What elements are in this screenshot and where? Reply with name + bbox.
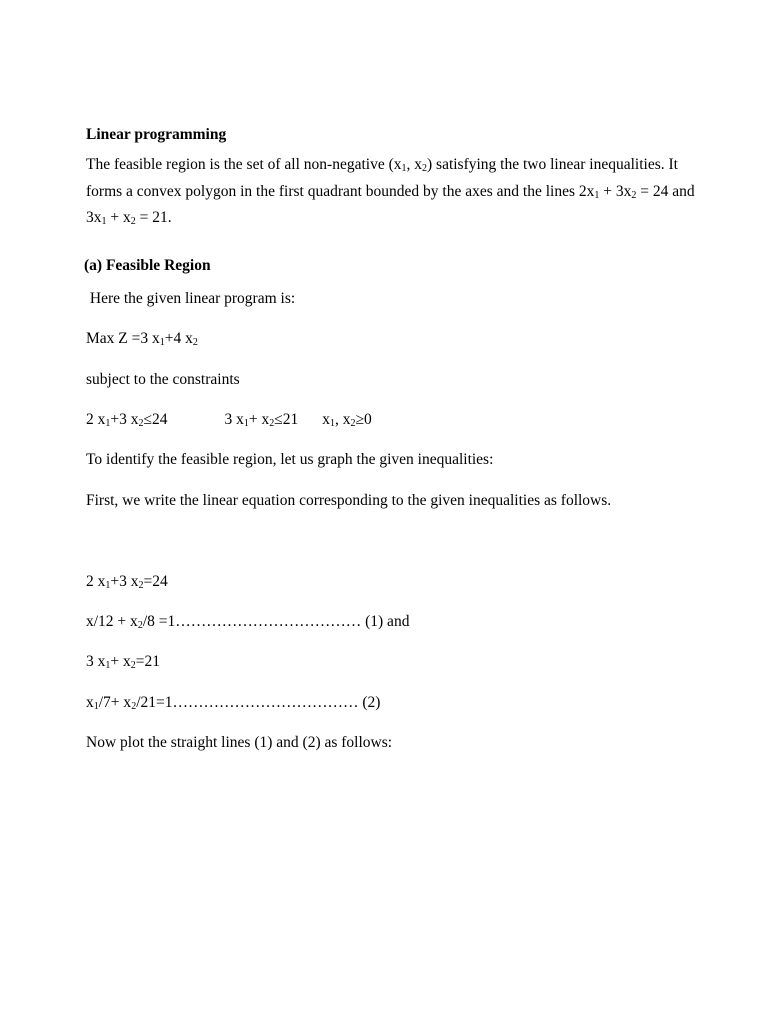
text-run: =24 [143,573,168,590]
subject-text: subject to the constraints [86,371,240,388]
constraint-3 [322,411,372,428]
subscript: 1 [243,418,249,429]
document-title: Linear programming [86,126,227,143]
text-run: 2 x [86,573,106,590]
identify-text: To identify the feasible region, let us graph the given inequalities: [86,451,494,468]
given-text: Here the given linear program is: [86,290,296,307]
constraint-1 [86,411,168,428]
text-run: +4 x [164,330,193,347]
text-run: x [86,694,94,711]
subscript: 1 [159,337,165,348]
text-run: x [322,411,331,428]
objective-function [86,330,198,348]
subscript: 2 [130,216,136,227]
text-run: + x [248,411,270,428]
equation-2-intercept-form [86,694,380,712]
text-run: /7+ x [98,694,132,711]
subscript: 1 [105,580,111,591]
intro-line-2 [86,183,695,201]
text-run: ) satisfying the two linear inequalities. It [427,156,678,173]
text-run: 3 x [86,653,106,670]
text-run: , x [406,156,422,173]
text-run: /8 =1……………………………… (1) and [142,613,410,630]
text-run: + 3x [599,183,632,200]
subscript: 1 [93,701,99,712]
text-run: x/12 + x [86,613,138,630]
text-run: The feasible region is the set of all non-negative (x [86,156,402,173]
text-run: Max Z =3 x [86,330,160,347]
text-run: +3 x [110,573,139,590]
subscript: 1 [594,190,600,201]
text-run: + x [106,209,131,226]
subscript: 1 [105,660,111,671]
subscript: 2 [422,163,427,174]
equation-1 [86,573,168,591]
subscript: 2 [138,580,144,591]
subscript: 1 [401,163,407,174]
text-run: =21 [135,653,160,670]
text-run: = 24 and [636,183,695,200]
subscript: 2 [192,337,198,348]
equation-2 [86,653,160,671]
subscript: 2 [350,418,356,429]
text-run: +3 x [110,411,139,428]
subscript: 2 [138,418,144,429]
text-run: ≤21 [274,411,299,428]
text-run: 3x [86,209,102,226]
text-run: ≤24 [143,411,168,428]
equation-1-intercept-form [86,613,409,631]
intro-line-3 [86,209,172,227]
subscript: 1 [330,418,336,429]
subscript: 1 [101,216,107,227]
text-run: 3 x [224,411,244,428]
section-heading: (a) Feasible Region [84,257,211,274]
subscript: 2 [130,660,136,671]
text-run: forms a convex polygon in the first quadrant bounded by the axes and the lines 2x [86,183,595,200]
first-text: First, we write the linear equation corresponding to the given inequalities as follows. [86,492,612,509]
plot-text: Now plot the straight lines (1) and (2) as follows: [86,734,393,751]
subscript: 2 [131,701,137,712]
text-run: + x [110,653,131,670]
subscript: 1 [105,418,111,429]
text-run: , x [335,411,351,428]
text-run: ≥0 [355,411,372,428]
subscript: 2 [269,418,275,429]
constraint-2 [225,411,299,428]
subscript: 2 [631,190,637,201]
constraints-line [86,411,372,429]
subscript: 2 [137,620,143,631]
intro-line-1 [86,156,678,174]
text-run: = 21. [135,209,172,226]
text-run: /21=1……………………………… (2) [136,694,381,711]
text-run: 2 x [86,411,106,428]
